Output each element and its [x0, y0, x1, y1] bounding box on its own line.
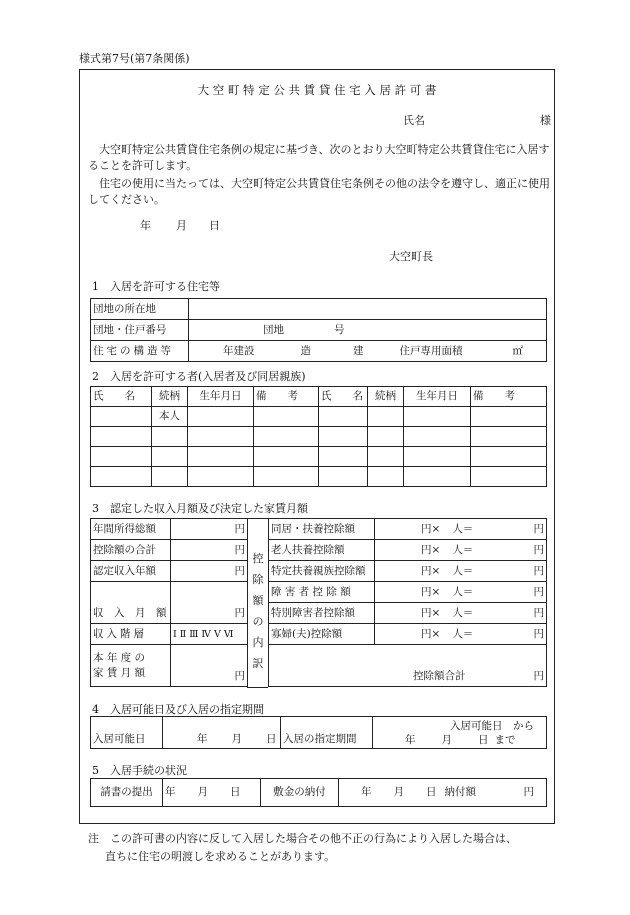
available-date-value: 年 月 日 — [163, 717, 281, 749]
location-value — [189, 299, 547, 320]
table-row — [91, 407, 547, 427]
deduction-row: 老人扶養控除額 円× 人＝ 円 — [269, 540, 547, 561]
deduction-row: 特別障害者控除額 円× 人＝ 円 — [269, 603, 547, 624]
header-relationship-2: 続柄 — [368, 387, 404, 407]
header-birthdate: 生年月日 — [188, 387, 254, 407]
deduction-breakdown-label: 控 除 額 の 内 訳 — [252, 552, 264, 670]
deduction-row: 障 害 者 控 除 額 円× 人＝ 円 — [269, 582, 547, 603]
date-year: 年 — [140, 219, 151, 232]
income-tiers: Ⅰ Ⅱ Ⅲ Ⅳ Ⅴ Ⅵ — [171, 624, 248, 645]
page-title: 大 空 町 特 定 公 共 賃 貸 住 宅 入 居 許 可 書 — [197, 83, 437, 97]
date-day: 日 — [209, 219, 220, 232]
unit-number-label: 団地・住戸番号 — [91, 320, 189, 341]
breakdown-column — [247, 518, 268, 688]
section3-right-table — [268, 518, 547, 687]
deduction-row: 寡婦(夫)控除額 円× 人＝ 円 — [269, 624, 547, 645]
designated-period-value: 入居可能日 から 年 月 日 まで — [373, 717, 547, 749]
annual-rent-label: 本 年 度 の 家 賃 月 額 — [91, 645, 171, 687]
deduction-sum-row: 控除額合計 円 — [269, 645, 547, 687]
section3-left-table: 年間所得総額 円 控除額の合計 円 認定収入年額 円 収 入 月 額 円 収入階層 Ⅰ Ⅱ Ⅲ Ⅳ Ⅴ Ⅵ 本 年 度 の 家 賃 月 額 円 — [90, 518, 248, 687]
section4-heading: 4 入居可能日及び入居の指定期間 — [92, 703, 264, 716]
unit-number-value: 団地 号 — [189, 320, 547, 341]
deduction-row: 特定扶養親族控除額 円× 人＝ 円 — [269, 561, 547, 582]
header-remarks: 備 考 — [254, 387, 319, 407]
issuer: 大空町長 — [389, 250, 433, 263]
note-line-1: 注 この許可書の内容に反して入居した場合その他不正の行為により入居した場合は、 — [88, 832, 517, 845]
location-label: 団地の所在地 — [91, 299, 189, 320]
table-row — [91, 427, 547, 447]
section1-table — [90, 298, 547, 362]
request-submission-date: 年 月 日 — [163, 779, 261, 807]
section3-heading: 3 認定した収入月額及び決定した家賃月額 — [92, 502, 308, 515]
header-birthdate-2: 生年月日 — [404, 387, 471, 407]
header-name: 氏 名 — [91, 387, 152, 407]
header-name-2: 氏 名 — [319, 387, 368, 407]
form-number: 様式第7号(第7条関係) — [79, 52, 190, 65]
designated-period-label: 入居の指定期間 — [281, 717, 373, 749]
header-remarks-2: 備 考 — [471, 387, 547, 407]
recipient-name-label: 氏名 — [403, 114, 425, 127]
deduction-total-label: 控除額の合計 — [91, 540, 171, 561]
section5-heading: 5 入居手続の状況 — [92, 764, 187, 777]
note-line-2: 直ちに住宅の明渡しを求めることがあります。 — [105, 850, 336, 863]
relationship-self: 本人 — [152, 407, 188, 427]
structure-label: 住宅の構造等 — [91, 341, 189, 362]
deposit-payment-value: 年 月 日 納付額 円 — [339, 779, 547, 807]
income-tier-label: 収入階層 — [91, 624, 171, 645]
deposit-payment-label: 敷金の納付 — [261, 779, 339, 807]
section5-table — [90, 778, 547, 807]
section2-table — [90, 386, 547, 487]
body-paragraph-2: 住宅の使用に当たっては、大空町特定公共賃貸住宅条例その他の法令を遵守し、適正に使用してください。 — [88, 177, 550, 206]
table-row — [91, 447, 547, 467]
section4-table — [90, 716, 547, 749]
certified-income-label: 認定収入年額 — [91, 561, 171, 582]
request-submission-label: 請書の提出 — [91, 779, 163, 807]
deduction-sum-label: 控除額合計 — [413, 670, 466, 682]
date-month: 月 — [176, 219, 187, 232]
structure-value: 年建設 造 建 住戸専用面積 ㎡ — [189, 341, 547, 362]
section2-heading: 2 入居を許可する者(入居者及び同居親族) — [92, 370, 306, 383]
deduction-row: 同居・扶養控除額 円× 人＝ 円 — [269, 519, 547, 540]
header-relationship: 続柄 — [152, 387, 188, 407]
recipient-suffix: 様 — [540, 114, 551, 127]
body-paragraph-1: 大空町特定公共賃貸住宅条例の規定に基づき、次のとおり大空町特定公共賃貸住宅に入居することを許可します。 — [88, 143, 550, 172]
table-row — [91, 467, 547, 487]
monthly-income-label: 収 入 月 額 — [91, 582, 171, 624]
annual-income-label: 年間所得総額 — [91, 519, 171, 540]
available-date-label: 入居可能日 — [91, 717, 163, 749]
section1-heading: 1 入居を許可する住宅等 — [92, 280, 220, 293]
